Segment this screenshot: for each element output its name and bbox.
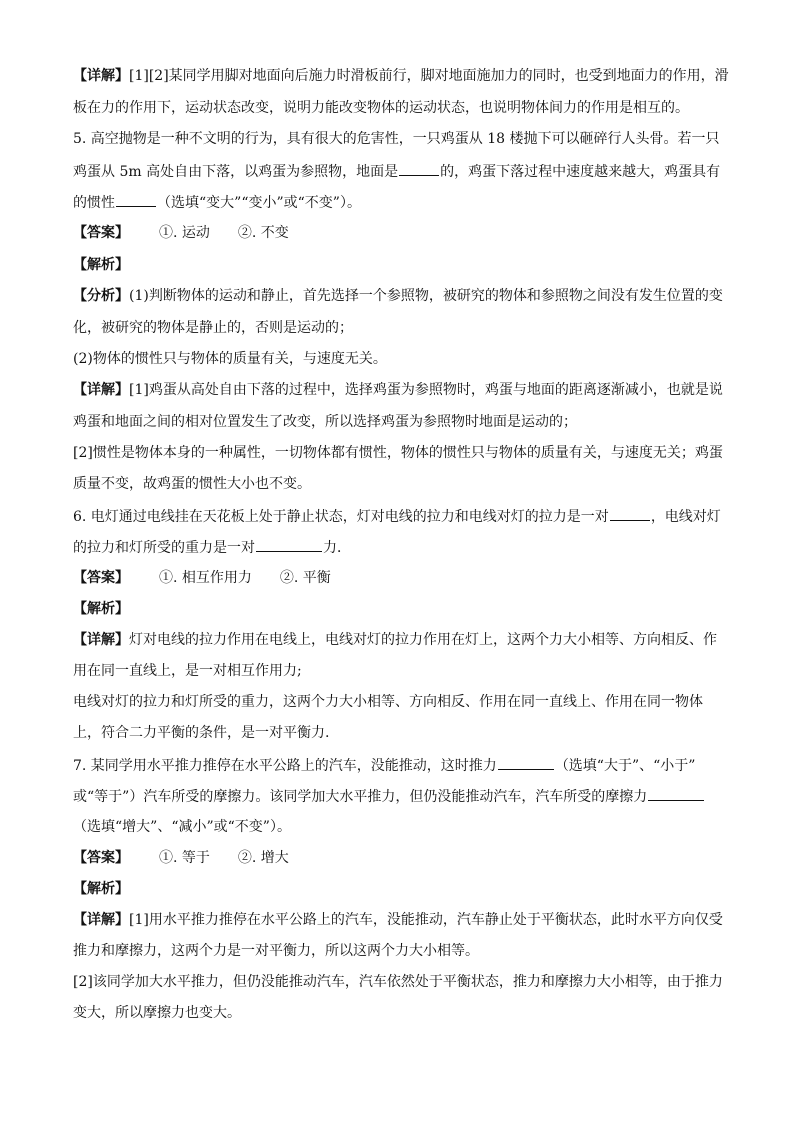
detail-6-1 <box>73 630 723 650</box>
text: [1]用水平推力推停在水平公路上的汽车，没能推动，汽车静止处于平衡状态，此时水平方向仅受 <box>129 912 723 928</box>
text: 7. 某同学用水平推力推停在水平公路上的汽车，没能推动，这时推力 <box>73 758 497 774</box>
text: 推力和摩擦力，这两个力是一对平衡力，所以这两个力大小相等。 <box>73 943 479 959</box>
detail-6-4 <box>73 723 723 743</box>
detail-7-1 <box>73 910 723 930</box>
text: [2]惯性是物体本身的一种属性，一切物体都有惯性，物体的惯性只与物体的质量有关，与速度无关；鸡蛋 <box>73 445 723 461</box>
line-detail-q4-2 <box>73 98 723 118</box>
answer-option: ①. 运动 <box>159 225 210 241</box>
text: 变大，所以摩擦力也变大。 <box>73 1005 241 1021</box>
question-6-line-2 <box>73 537 723 558</box>
answer-tag: 【答案】 <box>73 850 129 866</box>
detail-tag: 【详解】 <box>73 632 129 648</box>
detail-tag: 【详解】 <box>73 68 129 84</box>
analysis-7 <box>73 879 723 899</box>
detail-5-1 <box>73 380 723 400</box>
answer-option: ①. 等于 <box>159 850 210 866</box>
text: 鸡蛋和地面之间的相对位置发生了改变，所以选择鸡蛋为参照物时地面是运动的； <box>73 414 577 430</box>
text: 用在同一直线上，是一对相互作用力; <box>73 663 302 679</box>
answer-option: ①. 相互作用力 <box>159 570 252 586</box>
text: 鸡蛋从 5m 高处自由下落，以鸡蛋为参照物，地面是 <box>73 164 399 180</box>
question-7-line-1 <box>73 755 723 776</box>
text: 的，鸡蛋下落过程中速度越来越大，鸡蛋具有 <box>440 164 721 180</box>
text: 6. 电灯通过电线挂在天花板上处于静止状态，灯对电线的拉力和电线对灯的拉力是一对 <box>73 509 609 525</box>
text: 上，符合二力平衡的条件，是一对平衡力. <box>73 725 330 741</box>
analysis-tag: 【解析】 <box>73 601 129 617</box>
text: [1][2]某同学用脚对地面向后施力时滑板前行，脚对地面施加力的同时，也受到地面力的作用，滑 <box>129 68 729 84</box>
line-detail-q4-1 <box>73 66 729 86</box>
answer-blank <box>648 786 704 801</box>
text: ，电线对灯 <box>650 509 721 525</box>
question-5-line-3 <box>73 192 723 213</box>
fenxi-5-1 <box>73 286 723 306</box>
question-6-line-1 <box>73 506 723 527</box>
analysis-tag: 【解析】 <box>73 257 129 273</box>
answer-option: ②. 不变 <box>237 225 289 241</box>
detail-tag: 【详解】 <box>73 382 129 398</box>
text: [1]鸡蛋从高处自由下落的过程中，选择鸡蛋为参照物时，鸡蛋与地面的距离逐渐减小，也就是说 <box>129 382 723 398</box>
text: 的惯性 <box>73 195 115 211</box>
detail-5-4 <box>73 474 723 494</box>
fenxi-5-3 <box>73 349 723 369</box>
answer-option: ②. 平衡 <box>279 570 331 586</box>
question-7-line-2 <box>73 786 723 807</box>
answer-blank <box>116 192 156 207</box>
answer-6 <box>73 568 723 588</box>
text: （选填“增大”、“减小”或“不变”）。 <box>73 819 291 835</box>
answer-tag: 【答案】 <box>73 570 129 586</box>
answer-5 <box>73 223 723 243</box>
analysis-5 <box>73 255 723 275</box>
text: （选填“大于”、“小于” <box>554 758 696 774</box>
text: 板在力的作用下，运动状态改变，说明力能改变物体的运动状态，也说明物体间力的作用是相互的。 <box>73 100 689 116</box>
text: 或“等于”）汽车所受的摩擦力。该同学加大水平推力，但仍没能推动汽车，汽车所受的摩擦力 <box>73 789 648 805</box>
text: 质量不变，故鸡蛋的惯性大小也不变。 <box>73 476 311 492</box>
question-7-line-3 <box>73 817 723 837</box>
analysis-tag: 【解析】 <box>73 881 129 897</box>
question-5-line-2 <box>73 161 723 182</box>
detail-6-2 <box>73 661 723 681</box>
detail-5-3 <box>73 443 723 463</box>
text: (2)物体的惯性只与物体的质量有关，与速度无关。 <box>73 351 387 367</box>
detail-5-2 <box>73 412 723 432</box>
fenxi-tag: 【分析】 <box>73 288 129 304</box>
detail-7-3 <box>73 972 723 992</box>
detail-tag: 【详解】 <box>73 912 129 928</box>
answer-tag: 【答案】 <box>73 225 129 241</box>
text: （选填“变大”“变小”或“不变”）。 <box>157 195 361 211</box>
answer-option: ②. 增大 <box>237 850 289 866</box>
answer-blank <box>256 537 322 552</box>
analysis-6 <box>73 599 723 619</box>
answer-blank <box>399 161 439 176</box>
answer-7 <box>73 848 723 868</box>
detail-7-4 <box>73 1003 723 1023</box>
text: 5. 高空抛物是一种不文明的行为，具有很大的危害性，一只鸡蛋从 18 楼抛下可以砸碎行人头骨。若一只 <box>73 131 720 147</box>
detail-7-2 <box>73 941 723 961</box>
answer-blank <box>610 506 650 521</box>
text: 化，被研究的物体是静止的，否则是运动的； <box>73 320 353 336</box>
text: 灯对电线的拉力作用在电线上，电线对灯的拉力作用在灯上，这两个力大小相等、方向相反、作 <box>129 632 717 648</box>
detail-6-3 <box>73 692 723 712</box>
fenxi-5-2 <box>73 318 723 338</box>
text: 电线对灯的拉力和灯所受的重力，这两个力大小相等、方向相反、作用在同一直线上、作用在同一物体 <box>73 694 703 710</box>
text: [2]该同学加大水平推力，但仍没能推动汽车，汽车依然处于平衡状态，推力和摩擦力大小相等，由于推力 <box>73 974 723 990</box>
answer-blank <box>498 755 554 770</box>
text: 力． <box>323 540 351 556</box>
text: 的拉力和灯所受的重力是一对 <box>73 540 255 556</box>
text: (1)判断物体的运动和静止，首先选择一个参照物，被研究的物体和参照物之间没有发生位置的变 <box>129 288 723 304</box>
question-5-line-1 <box>73 129 723 149</box>
